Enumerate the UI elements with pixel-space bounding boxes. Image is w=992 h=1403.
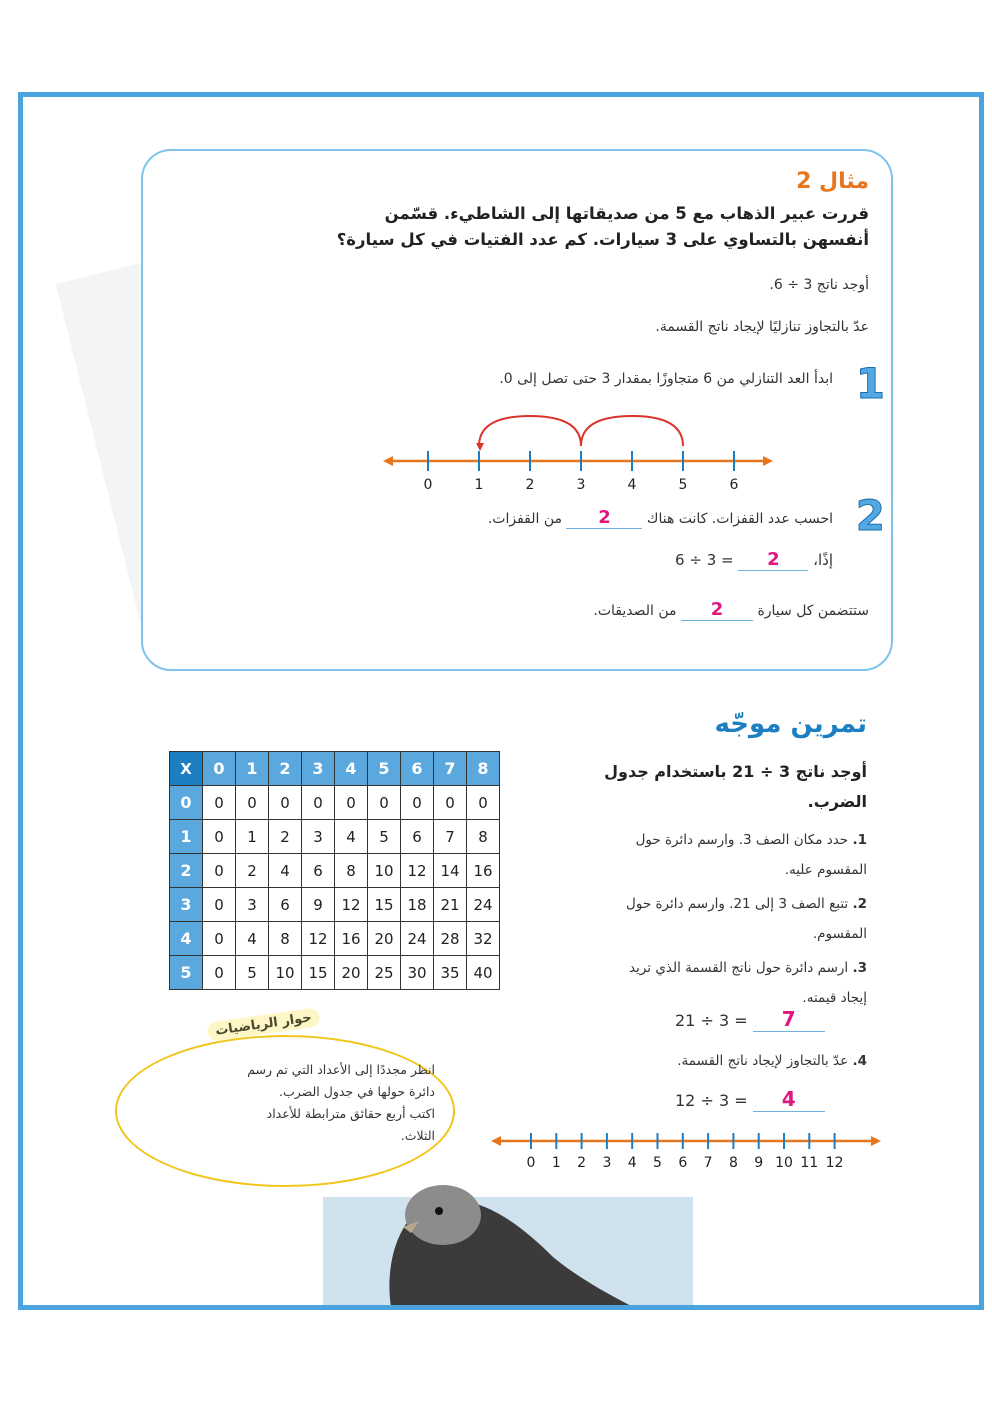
- table-cell: 0: [335, 786, 368, 820]
- jump-arc-2: [479, 416, 581, 446]
- multiplication-table: [169, 751, 500, 990]
- equation-1: [675, 1007, 825, 1032]
- row-header: 3: [170, 888, 203, 922]
- table-cell: 0: [203, 956, 236, 990]
- guided-items: [507, 825, 867, 1013]
- item-2-line2: المقسوم.: [812, 926, 867, 942]
- table-cell: 24: [467, 888, 500, 922]
- eq-2-answer: 4: [781, 1087, 796, 1111]
- table-row: [170, 888, 500, 922]
- item-2-num: 2.: [852, 896, 867, 912]
- bird-illustration: [323, 1157, 693, 1310]
- table-cell: 0: [203, 854, 236, 888]
- find-expression: أوجد ناتج 3 ÷ 6.: [769, 277, 869, 293]
- guided-item-4: [677, 1053, 867, 1069]
- table-cell: 8: [269, 922, 302, 956]
- table-cell: 12: [302, 922, 335, 956]
- table-cell: 32: [467, 922, 500, 956]
- tick-label: 12: [825, 1155, 844, 1171]
- bird-eye: [435, 1207, 443, 1215]
- table-cell: 0: [203, 922, 236, 956]
- jumps-answer: 2: [598, 507, 611, 528]
- tick-label: 4: [627, 477, 637, 491]
- table-cell: 24: [401, 922, 434, 956]
- table-cell: 20: [335, 956, 368, 990]
- table-cell: 4: [236, 922, 269, 956]
- car-text-a: ستتضمن كل سيارة: [757, 603, 869, 619]
- table-cell: 6: [401, 820, 434, 854]
- table-cell: 4: [335, 820, 368, 854]
- car-line: [593, 599, 869, 621]
- car-text-b: من الصديقات.: [593, 603, 677, 619]
- tick-label: 3: [576, 477, 586, 491]
- item-3-line1: ارسم دائرة حول ناتج القسمة الذي تريد: [628, 960, 849, 976]
- table-cell: 6: [269, 888, 302, 922]
- tick-label: 9: [754, 1155, 764, 1171]
- tick-label: 3: [602, 1155, 612, 1171]
- car-answer: 2: [710, 599, 724, 620]
- col-header: 0: [203, 752, 236, 786]
- tick-label: 8: [728, 1155, 738, 1171]
- item-3-num: 3.: [852, 960, 867, 976]
- arc-arrowhead: [476, 443, 484, 451]
- item-1-line1: حدد مكان الصف 3. وارسم دائرة حول: [635, 832, 849, 848]
- eq-1-blank[interactable]: [753, 1007, 825, 1032]
- step-1-text: ابدأ العد التنازلي من 6 متجاوزًا بمقدار 3 حتى تصل إلى 0.: [499, 371, 833, 387]
- item-3-line2: إيجاد قيمته.: [802, 990, 867, 1006]
- bubble-line-1: انظر مجددًا إلى الأعداد التي تم رسم: [247, 1062, 435, 1077]
- bubble-line-4: الثلاث.: [400, 1128, 435, 1143]
- item-4-text: عدّ بالتجاوز لإيجاد ناتج القسمة.: [677, 1053, 849, 1069]
- table-cell: 8: [335, 854, 368, 888]
- table-cell: 4: [269, 854, 302, 888]
- table-cell: 15: [302, 956, 335, 990]
- tick-label: 1: [474, 477, 484, 491]
- table-cell: 8: [467, 820, 500, 854]
- table-cell: 12: [335, 888, 368, 922]
- table-cell: 7: [434, 820, 467, 854]
- item-4-num: 4.: [852, 1053, 867, 1069]
- table-row: [170, 956, 500, 990]
- col-header: 3: [302, 752, 335, 786]
- equation-2: [675, 1087, 825, 1112]
- table-cell: 0: [203, 820, 236, 854]
- step-2-text-b: من القفزات.: [487, 511, 563, 527]
- table-cell: 0: [368, 786, 401, 820]
- step-2-number: 2: [855, 491, 885, 540]
- table-cell: 2: [236, 854, 269, 888]
- table-row: [170, 820, 500, 854]
- table-cell: 14: [434, 854, 467, 888]
- task-line-2: الضرب.: [807, 792, 867, 811]
- table-cell: 28: [434, 922, 467, 956]
- example-title: مثال 2: [796, 169, 869, 194]
- tick-label: 2: [525, 477, 535, 491]
- so-blank[interactable]: [738, 549, 808, 571]
- table-cell: 0: [434, 786, 467, 820]
- table-cell: 30: [401, 956, 434, 990]
- so-label: إذًا،: [813, 551, 833, 569]
- left-arrow: [491, 1136, 501, 1146]
- bubble-title: حوار الرياضيات: [206, 1007, 321, 1042]
- row-header: 4: [170, 922, 203, 956]
- tick-label: 1: [551, 1155, 561, 1171]
- guided-title: تمرين موجّه: [714, 709, 867, 739]
- table-cell: 0: [203, 888, 236, 922]
- eq-2-blank[interactable]: [753, 1087, 825, 1112]
- task-line-1: أوجد ناتج 3 ÷ 21 باستخدام جدول: [604, 762, 867, 781]
- table-cell: 2: [269, 820, 302, 854]
- row-header: 2: [170, 854, 203, 888]
- table-cell: 0: [302, 786, 335, 820]
- table-row: [170, 786, 500, 820]
- table-cell: 0: [401, 786, 434, 820]
- table-header-row: [170, 752, 500, 786]
- table-cell: 1: [236, 820, 269, 854]
- row-header: 1: [170, 820, 203, 854]
- tick-label: 2: [577, 1155, 587, 1171]
- tick-label: 4: [627, 1155, 637, 1171]
- table-cell: 0: [236, 786, 269, 820]
- table-cell: 9: [302, 888, 335, 922]
- table-cell: 0: [269, 786, 302, 820]
- tick-label: 0: [423, 477, 433, 491]
- col-header: 4: [335, 752, 368, 786]
- problem-line-1: قررت عبير الذهاب مع 5 من صديقاتها إلى الشاطيء. قسّمن: [384, 204, 869, 223]
- row-header: 0: [170, 786, 203, 820]
- table-cell: 21: [434, 888, 467, 922]
- left-arrow: [383, 456, 393, 466]
- so-answer: 2: [767, 549, 780, 570]
- col-header: 5: [368, 752, 401, 786]
- problem-statement: [169, 201, 869, 253]
- table-cell: 20: [368, 922, 401, 956]
- step-2-line: [488, 507, 833, 529]
- table-cell: 16: [467, 854, 500, 888]
- right-arrow: [763, 456, 773, 466]
- step-1-number: 1: [855, 359, 885, 408]
- table-cell: 40: [467, 956, 500, 990]
- item-1-num: 1.: [852, 832, 867, 848]
- item-2-line1: تتبع الصف 3 إلى 21. وارسم دائرة حول: [626, 896, 849, 912]
- guided-item-2: [507, 889, 867, 949]
- table-corner: X: [170, 752, 203, 786]
- so-expression: 6 ÷ 3 =: [675, 551, 734, 569]
- row-header: 5: [170, 956, 203, 990]
- guided-task: [487, 757, 867, 817]
- guided-item-1: [507, 825, 867, 885]
- table-row: [170, 922, 500, 956]
- table-cell: 35: [434, 956, 467, 990]
- eq-1-answer: 7: [781, 1007, 796, 1031]
- car-blank[interactable]: [681, 599, 753, 621]
- table-cell: 10: [368, 854, 401, 888]
- tick-label: 7: [703, 1155, 713, 1171]
- eq-1-expression: 21 ÷ 3 =: [675, 1011, 748, 1030]
- table-cell: 6: [302, 854, 335, 888]
- table-cell: 0: [203, 786, 236, 820]
- tick-label: 5: [653, 1155, 662, 1171]
- bubble-text: [125, 1059, 435, 1147]
- col-header: 2: [269, 752, 302, 786]
- col-header: 1: [236, 752, 269, 786]
- bubble-line-2: دائرة حولها في جدول الضرب.: [279, 1084, 435, 1099]
- tick-label: 0: [526, 1155, 536, 1171]
- table-cell: 15: [368, 888, 401, 922]
- tick-label: 5: [678, 477, 688, 491]
- table-cell: 5: [236, 956, 269, 990]
- table-cell: 3: [236, 888, 269, 922]
- instruction-text: عدّ بالتجاوز تنازليًا لإيجاد ناتج القسمة.: [655, 319, 869, 335]
- table-cell: 25: [368, 956, 401, 990]
- item-1-line2: المقسوم عليه.: [784, 862, 867, 878]
- example-number-line: [383, 411, 773, 491]
- table-cell: 5: [368, 820, 401, 854]
- step-2-text-a: احسب عدد القفزات. كانت هناك: [646, 511, 833, 527]
- eq-2-expression: 12 ÷ 3 =: [675, 1091, 748, 1110]
- col-header: 8: [467, 752, 500, 786]
- bird-head: [405, 1185, 481, 1245]
- table-cell: 12: [401, 854, 434, 888]
- right-arrow: [871, 1136, 881, 1146]
- table-row: [170, 854, 500, 888]
- table-cell: 18: [401, 888, 434, 922]
- table-cell: 16: [335, 922, 368, 956]
- so-line: [675, 549, 833, 571]
- problem-line-2: أنفسهن بالتساوي على 3 سيارات. كم عدد الفتيات في كل سيارة؟: [336, 230, 869, 249]
- guided-item-3: [507, 953, 867, 1013]
- table-cell: 0: [467, 786, 500, 820]
- tick-label: 6: [729, 477, 739, 491]
- col-header: 7: [434, 752, 467, 786]
- bubble-line-3: اكتب أربع حقائق مترابطة للأعداد: [266, 1106, 435, 1121]
- table-cell: 10: [269, 956, 302, 990]
- example-box: [141, 149, 893, 671]
- jumps-blank[interactable]: [566, 507, 642, 529]
- tick-label: 11: [800, 1155, 819, 1171]
- table-cell: 3: [302, 820, 335, 854]
- tick-label: 6: [678, 1155, 688, 1171]
- page-frame: [18, 92, 984, 1310]
- tick-label: 10: [775, 1155, 793, 1171]
- col-header: 6: [401, 752, 434, 786]
- jump-arc-1: [581, 416, 683, 446]
